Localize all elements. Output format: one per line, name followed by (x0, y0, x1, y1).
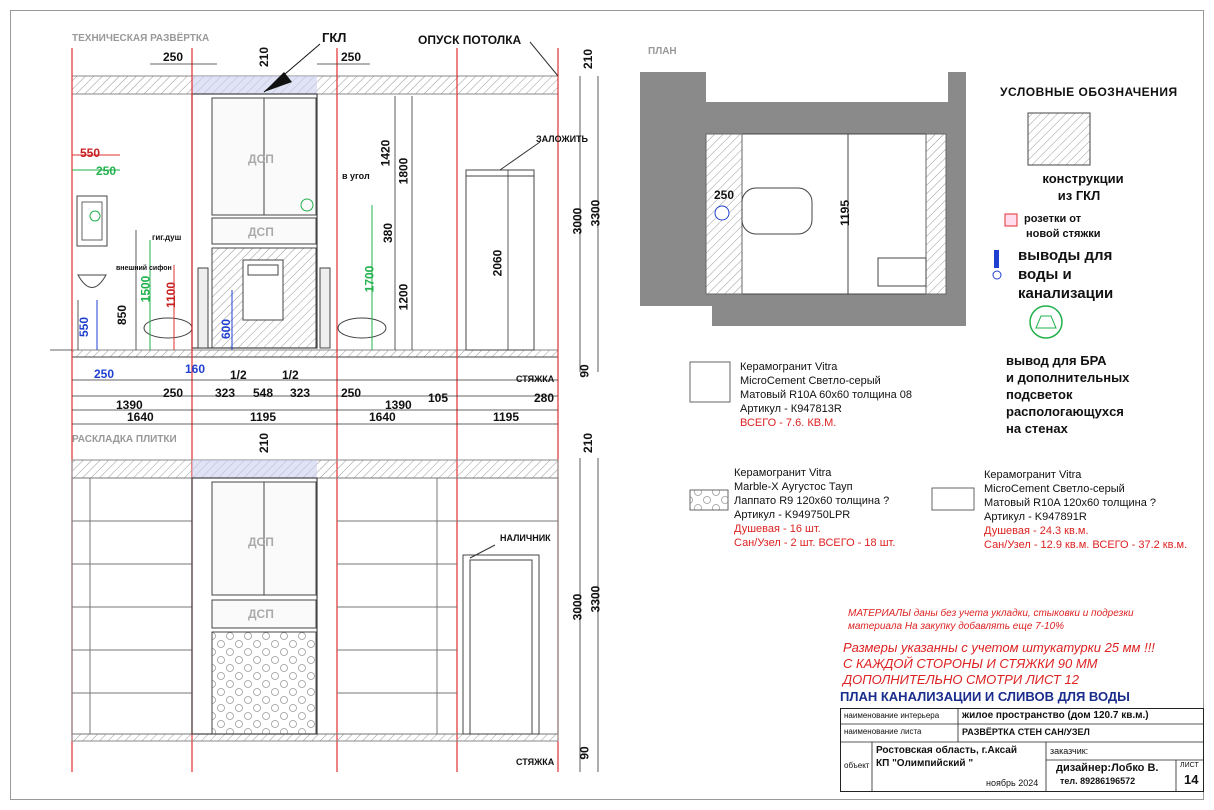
material1-swatch (690, 362, 730, 402)
material-line: Матовый R10A 120x60 толщина ? (984, 497, 1157, 509)
legend-water-text (1018, 246, 1113, 303)
tb-sheet-number: 14 (1184, 772, 1199, 787)
note-line: МАТЕРИАЛЫ даны без учета укладки, стыковки и подрезки (848, 608, 1134, 619)
material-line: Керамогранит Vitra (984, 469, 1082, 481)
material-line: Лаппато R9 120x60 толщина ? (734, 495, 890, 507)
tb-object-label: объект (844, 761, 870, 770)
tb-sheet-label: ЛИСТ (1180, 762, 1199, 769)
dimension-label: 90 (577, 746, 592, 760)
dimension-label: 380 (381, 222, 396, 244)
dimension-label: 250 (163, 386, 184, 400)
material-line: Матовый R10A 60x60 толщина 08 (740, 389, 913, 401)
dimension-label: 1700 (362, 265, 377, 293)
dimension-label: 90 (577, 364, 592, 378)
material-line: Артикул - K947891R (984, 511, 1087, 523)
dimension-label: 250 (714, 188, 735, 202)
material3-swatch (932, 488, 974, 510)
dimension-label: 1640 (369, 410, 396, 424)
dimensions-note (843, 640, 1155, 688)
note-line: С КАЖДОЙ СТОРОНЫ И СТЯЖКИ 90 ММ (843, 656, 1098, 671)
dimension-label: 1640 (127, 410, 154, 424)
plumbing-plan-heading: ПЛАН КАНАЛИЗАЦИИ И СЛИВОВ ДЛЯ ВОДЫ (840, 689, 1130, 704)
dimension-label: 550 (80, 146, 101, 160)
dimension-label: 250 (341, 50, 362, 64)
material-total: Душевая - 16 шт. (734, 523, 821, 535)
tb-interior-value: жилое пространство (дом 120.7 кв.м.) (962, 710, 1149, 721)
dsp-panel-label: ДСП (248, 225, 274, 239)
legend-line: канализации (1018, 285, 1114, 302)
material-line: MicroCement Светло-серый (740, 375, 881, 387)
material2-swatch (690, 490, 728, 510)
legend-socket-text (1024, 212, 1101, 242)
legend-line: и дополнительных (1006, 370, 1130, 385)
dimension-label: 1195 (838, 199, 853, 227)
legend-lamp-text (1006, 352, 1129, 437)
note-line: Размеры указанны с учетом штукатурки 25 мм !!! (843, 640, 1155, 655)
dimension-label: 323 (215, 386, 236, 400)
tb-customer-label: заказчик: (1050, 746, 1089, 756)
tile-layout-elevation (72, 460, 558, 741)
section-plan: ПЛАН (648, 46, 677, 57)
dimension-label: 2060 (490, 249, 505, 277)
screed-bottom-callout: СТЯЖКА (516, 757, 555, 767)
dsp-panel-label: ДСП (248, 535, 274, 549)
dimension-label: 210 (581, 48, 596, 70)
material-total: Сан/Узел - 12.9 кв.м. ВСЕГО - 37.2 кв.м. (984, 539, 1188, 551)
material-total: Сан/Узел - 2 шт. ВСЕГО - 18 шт. (734, 537, 896, 549)
section-tile-layout: РАСКЛАДКА ПЛИТКИ (72, 434, 177, 445)
dsp-panel-label: ДСП (248, 152, 274, 166)
dimension-label: 548 (253, 386, 274, 400)
material-1 (740, 360, 912, 430)
dimension-label: 105 (428, 391, 449, 405)
material-3 (984, 468, 1187, 552)
material-line: Керамогранит Vitra (734, 467, 832, 479)
dimension-label: 280 (534, 391, 555, 405)
lay-in-callout: ЗАЛОЖИТЬ (536, 134, 589, 144)
dimension-label: 3000 (570, 593, 585, 621)
material-line: Артикул - К947813R (740, 403, 842, 415)
tb-date: ноябрь 2024 (986, 778, 1039, 788)
dimension-label: 1500 (138, 275, 153, 303)
dimension-label: 3300 (588, 199, 603, 227)
dimension-label: 1200 (396, 283, 411, 311)
dimension-label: 250 (341, 386, 362, 400)
legend-line: вывод для БРА (1006, 353, 1107, 368)
legend-line: розетки от (1024, 213, 1082, 225)
legend-line: воды и (1018, 266, 1072, 283)
legend-title: УСЛОВНЫЕ ОБОЗНАЧЕНИЯ (1000, 85, 1178, 99)
dimension-label: 1420 (378, 139, 393, 167)
dimension-label: 1/2 (282, 368, 299, 382)
tb-designer: дизайнер:Лобко В. (1056, 762, 1159, 774)
tb-phone: тел. 89286196572 (1060, 776, 1136, 786)
material-total: ВСЕГО - 7.6. КВ.М. (740, 417, 837, 429)
dimension-label: 1390 (385, 398, 412, 412)
dimension-label: 160 (185, 362, 206, 376)
dimension-label: 210 (257, 46, 272, 68)
dimension-label: 1390 (116, 398, 143, 412)
dimension-label: 850 (115, 304, 130, 326)
tb-object-line: КП "Олимпийский " (876, 758, 974, 769)
dimension-label: 210 (581, 432, 596, 454)
external-siphon-callout: внешний сифон (116, 265, 172, 272)
note-line: ДОПОЛНИТЕЛЬНО СМОТРИ ЛИСТ 12 (843, 672, 1079, 687)
legend-line: подсветок (1006, 387, 1073, 402)
materials-note (848, 607, 1134, 633)
legend-line: распологающуxся (1006, 404, 1124, 419)
tb-sheet-name-value: РАЗВЁРТКА СТЕН САН/УЗЕЛ (962, 727, 1090, 737)
dimension-label: 1/2 (230, 368, 247, 382)
in-corner-callout: в угол (342, 171, 370, 181)
material-line: Керамогранит Vitra (740, 361, 838, 373)
tb-sheet-name-label: наименование листа (844, 727, 922, 736)
material-line: Marble-X Аугустос Тауп (734, 481, 853, 493)
dimension-label: 1195 (493, 410, 520, 424)
legend-gkl-text (1028, 170, 1138, 204)
dimension-label: 250 (163, 50, 184, 64)
dimension-label: 250 (94, 367, 115, 381)
legend-line: конструкции (1042, 171, 1124, 186)
note-line: материала На закупку добавлять еще 7-10% (848, 621, 1065, 632)
material-line: MicroCement Светло-серый (984, 483, 1125, 495)
dimension-label: 210 (257, 432, 272, 454)
dimension-label: 1100 (164, 281, 179, 309)
floor-plan (640, 72, 966, 326)
legend-line: новой стяжки (1026, 228, 1101, 240)
water-outlet-legend-icon (993, 250, 1001, 279)
dimension-label: 323 (290, 386, 311, 400)
top-elevation (72, 76, 558, 357)
legend-line: из ГКЛ (1057, 188, 1101, 203)
legend-line: выводы для (1018, 247, 1113, 264)
screed-top-callout: СТЯЖКА (516, 374, 555, 384)
material-2 (734, 466, 895, 550)
socket-legend-icon (1005, 214, 1017, 226)
dimension-label: 3300 (588, 585, 603, 613)
dimension-label: 3000 (570, 207, 585, 235)
dimension-label: 1195 (250, 410, 277, 424)
legend-line: на стенах (1006, 421, 1068, 436)
lamp-legend-icon (1030, 306, 1062, 338)
tb-interior-label: наименование интерьера (844, 711, 940, 720)
section-tech-view: ТЕХНИЧЕСКАЯ РАЗВЁРТКА (72, 33, 210, 44)
material-total: Душевая - 24.3 кв.м. (984, 525, 1089, 537)
dimension-label: 1800 (396, 157, 411, 185)
tb-object-value (876, 744, 1017, 770)
tb-object-line: Ростовская область, г.Аксай (876, 745, 1018, 756)
dimension-label: 550 (77, 316, 92, 338)
dimension-label: 600 (219, 318, 234, 340)
hygienic-shower-callout: гиг.душ (152, 233, 182, 242)
dsp-panel-label: ДСП (248, 607, 274, 621)
dimension-label: 250 (96, 164, 117, 178)
ceiling-drop-callout: ОПУСК ПОТОЛКА (418, 33, 522, 47)
gkl-callout: ГКЛ (322, 30, 347, 45)
material-line: Артикул - K949750LPR (734, 509, 851, 521)
architrave-callout: НАЛИЧНИК (500, 533, 551, 543)
gkl-legend-swatch (1028, 113, 1090, 165)
